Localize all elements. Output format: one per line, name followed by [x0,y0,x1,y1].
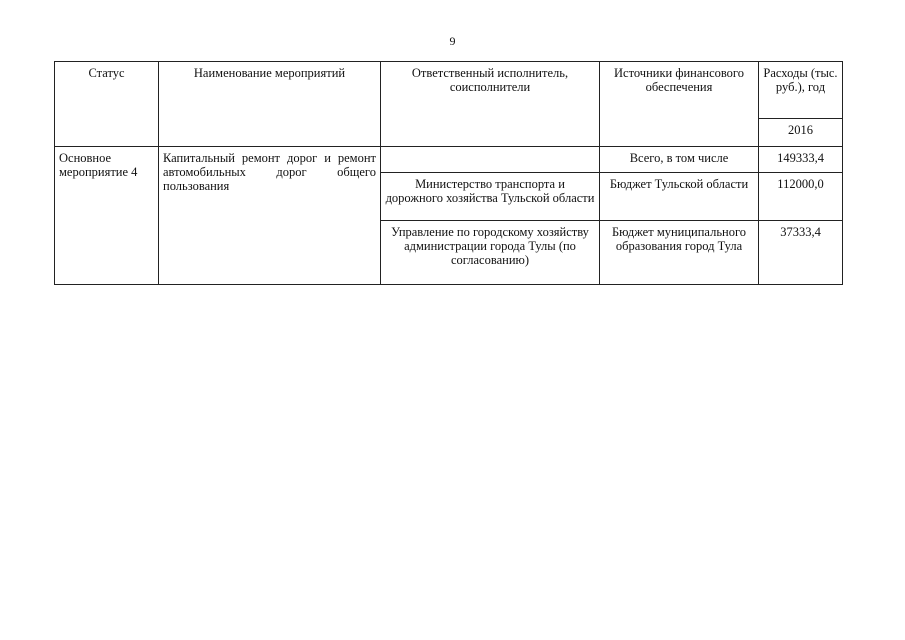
header-funding-sources: Источники финансового обеспечения [600,62,759,147]
amount-cell: 37333,4 [759,221,843,285]
header-status: Статус [55,62,159,147]
funding-source-cell: Бюджет муниципального образования город Тула [600,221,759,285]
responsible-cell: Управление по городскому хозяйству администрации города Тулы (по согласованию) [381,221,600,285]
header-responsible: Ответственный исполнитель, соисполнители [381,62,600,147]
activity-status: Основное мероприятие 4 [55,147,159,285]
header-year: 2016 [759,119,843,147]
funding-source-cell: Всего, в том числе [600,147,759,173]
page-number: 9 [449,34,456,48]
header-expenses: Расходы (тыс. руб.), год [759,62,843,119]
funding-source-cell: Бюджет Тульской области [600,173,759,221]
responsible-cell: Министерство транспорта и дорожного хозяйства Тульской области [381,173,600,221]
header-row [55,62,843,119]
table-row [55,147,843,173]
program-activities-table [54,61,843,285]
activity-name: Капитальный ремонт дорог и ремонт автомобильных дорог общего пользования [159,147,381,285]
amount-cell: 149333,4 [759,147,843,173]
responsible-cell [381,147,600,173]
header-activity-name: Наименование мероприятий [159,62,381,147]
amount-cell: 112000,0 [759,173,843,221]
